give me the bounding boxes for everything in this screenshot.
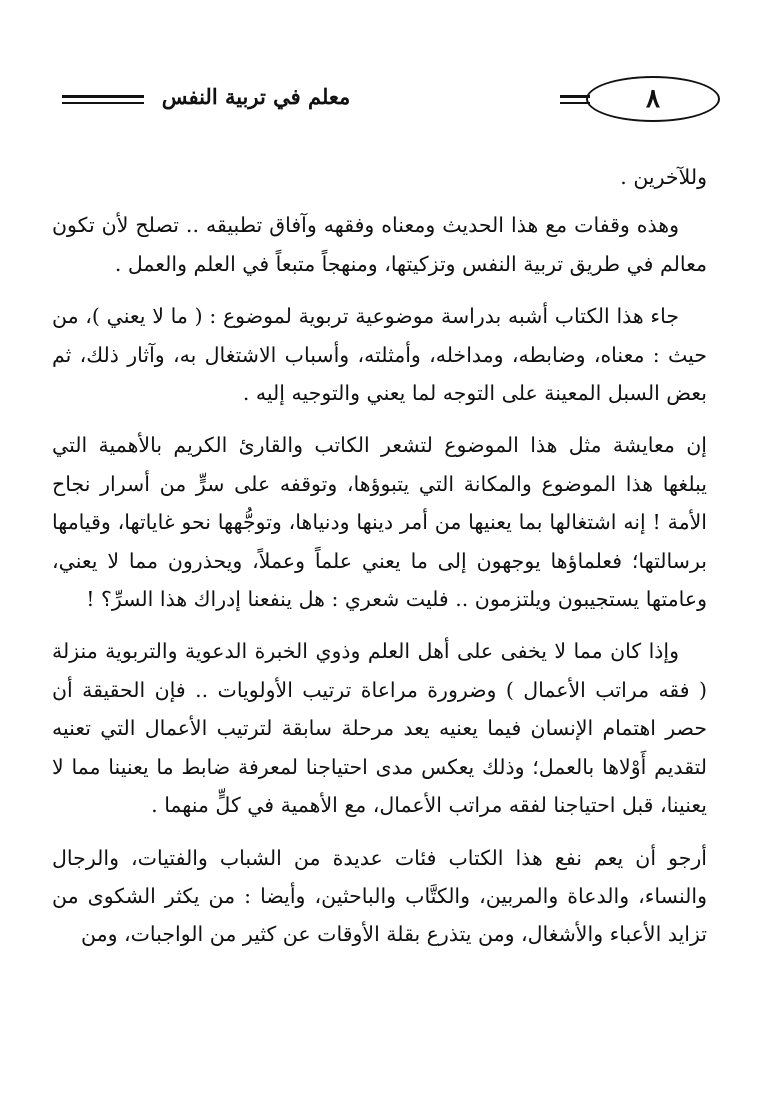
page-number: ٨ bbox=[646, 84, 660, 114]
paragraph: أرجو أن يعم نفع هذا الكتاب فئات عديدة من الشباب والفتيات، والرجال والنساء، والدعاة والمربين، والكتَّاب والباحثين، وأيضا : من يكثر الشكوى من تزايد الأعباء والأشغال، ومن يتذرع بقلة الأوقات عن كثير من الواجبات، ومن bbox=[52, 845, 707, 947]
paragraph: إن معايشة مثل هذا الموضوع لتشعر الكاتب والقارئ الكريم بالأهمية التي يبلغها هذا الموضوع والمكانة التي يتبوؤها، وتوقفه على سرٍّ من أسرار نجاح الأمة ! إنه اشتغالها بما يعنيها من أمر دينها ودنياها، وتوجُّهها نحو غاياتها، وقيامها برسالتها؛ فعلماؤها يوجهون إلى ما يعني علماً وعملاً، ويحذرون مما لا يعني، وعامتها يستجيبون ويلتزمون .. فليت شعري : هل ينفعنا إدراك هذا السرِّ؟ ! bbox=[52, 433, 707, 612]
header-title: معلم في تربية النفس bbox=[161, 84, 351, 109]
page-header bbox=[62, 76, 722, 128]
paragraph: جاء هذا الكتاب أشبه بدراسة موضوعية تربوية لموضوع : ( ما لا يعني )، من حيث : معناه، وضابطه، ومداخله، وأمثلته، وأسباب الاشتغال به، وآثار ذلك، ثم بعض السبل المعينة على التوجه لما يعني والتوجيه إليه . bbox=[52, 304, 707, 406]
paragraph: وهذه وقفات مع هذا الحديث ومعناه وفقهه وآفاق تطبيقه .. تصلح لأن تكون معالم في طريق تربية النفس وتزكيتها، ومنهجاً متبعاً في العلم والعمل . bbox=[52, 213, 707, 276]
page-number-oval bbox=[586, 76, 720, 122]
body-text bbox=[52, 158, 707, 968]
header-rule-left bbox=[62, 95, 144, 104]
paragraph: وللآخرين . bbox=[620, 165, 707, 189]
paragraph: وإذا كان مما لا يخفى على أهل العلم وذوي الخبرة الدعوية والتربوية منزلة ( فقه مراتب الأعمال ) وضرورة مراعاة ترتيب الأولويات .. فإن الحقيقة أن حصر اهتمام الإنسان فيما يعنيه يعد مرحلة سابقة لترتيب الأعمال التي تعنيه لتقديم أَوْلاها بالعمل؛ وذلك يعكس مدى احتياجنا لمعرفة ضابط ما يعنينا مما لا يعنينا، قبل احتياجنا لفقه مراتب الأعمال، مع الأهمية في كلٍّ منهما . bbox=[52, 639, 707, 818]
